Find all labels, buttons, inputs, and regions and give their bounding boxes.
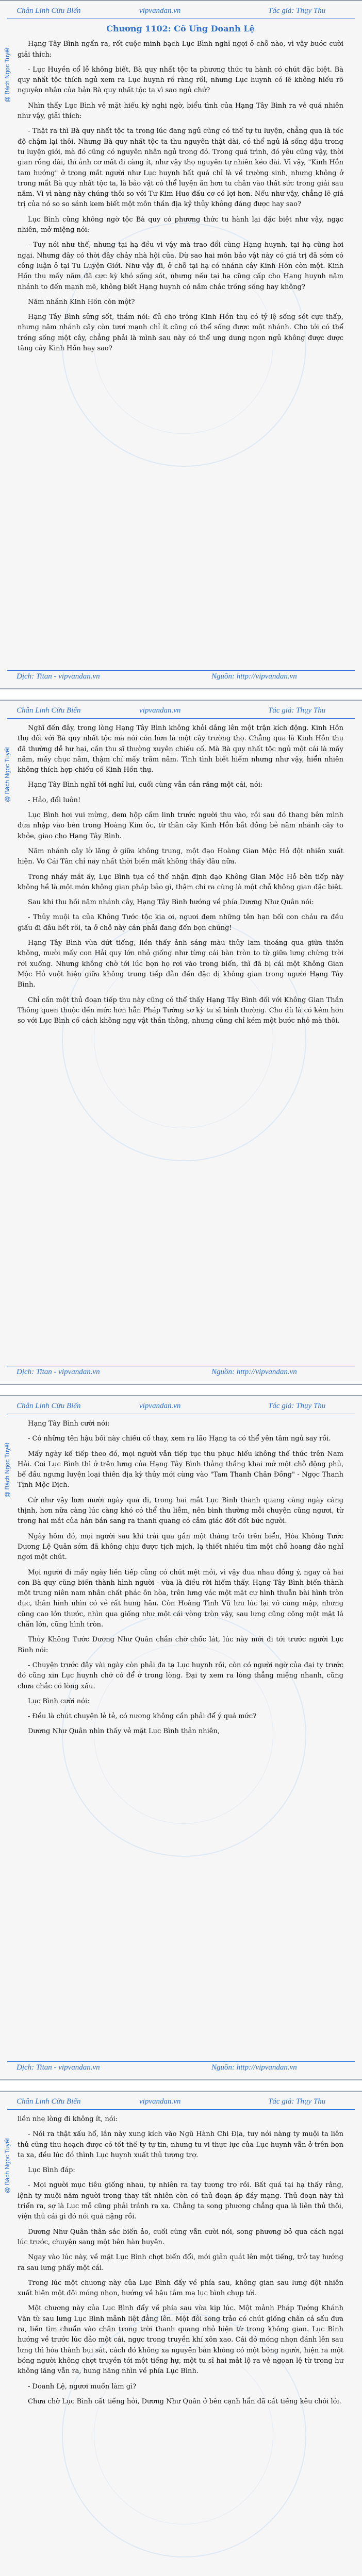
paragraph: - Có những tên hậu bối này chiếu cố thay, xem ra lão Hạng ta có thể yên tâm ngủ say rồi.: [28, 1435, 331, 1443]
footer-translator: Dịch: Titan - vipvandan.vn: [17, 1368, 100, 1376]
sidebar-label: @ Bách Ngọc Tuyết: [4, 747, 11, 802]
paragraph: Hạng Tây Bình sửng sốt, thầm nói: đủ cho trồng Kinh Hồn thụ có tỷ lệ sống sót cực thấp, nhưng năm nhánh cây còn tươi mạnh chỉ ít cũng có thể sống được một nhánh. Cho tới có thể trồng sống một cây, chẳng phải là mình sau này có thể ung dung ngon ngủ không được dược tăng cây Kinh Hồn hay sao?: [18, 313, 343, 353]
header-url: vipvandan.vn: [139, 7, 181, 15]
paragraph: liền nhẹ lòng đi không ít, nói:: [18, 2115, 118, 2123]
header-author: Tác giả: Thụy Thu: [268, 1402, 326, 1410]
header-site: Chân Linh Cửu Biến: [17, 706, 81, 715]
page-3: [0, 1395, 362, 2080]
paragraph: Lục Bình cười nói:: [28, 1697, 90, 1705]
paragraph: Mấy ngày kế tiếp theo đó, mọi người vẫn tiếp tục thu phục hiểu không thể thức trên Nam Hải. Coi Lục Bình thì ở trên lưng của Hạng Tây Bình thảng thắng khai mở một chỗ động phủ, bế đầu ngưng luyện loại thiên địa kỳ thủy mới cùng vào "Tam Thanh Chân Đồng" - Ngọc Thanh Tịnh Mộc Dịch.: [18, 1450, 343, 1489]
footer-source: Nguồn: http://vipvandan.vn: [211, 2063, 297, 2072]
paragraph: Thủy Không Tước Dương Như Quân chắn chờ chốc lát, lúc này mới đi tới trước người Lục Bình nói:: [18, 1636, 343, 1654]
paragraph: Trong lúc một chương này của Lục Bình đẩy về phía sau, không gian sau lưng đột nhiên xuất hiện một đôi móng nhọn, hướng về hậu tâm mạ lục bình chụp tới.: [18, 2279, 343, 2298]
footer-translator: Dịch: Titan - vipvandan.vn: [17, 672, 100, 681]
paragraph: Dương Như Quân thân sắc biến ảo, cuối cùng vẫn cười nói, song phương bỏ qua cách ngại lúc trước, chuyện sang một bên hàn huyên.: [18, 2228, 343, 2246]
paragraph: Lục Bình hơi vui mừng, đem hộp cầm linh trước người thu vào, rồi sau đó thang bên mình đưa nhập vào bên trong Hoàng Kim ốc, từ thân cây Kinh Hồn bắt đồng bẻ năm nhánh cây to khỏe, giao cho Hạng Tây Bình.: [18, 811, 343, 840]
paragraph: Một chương này của Lục Bình đẩy về phía sau vừa kịp lúc. Một mảnh Pháp Tướng Khánh Văn từ sau lưng Lục Bình mảnh liệt đẳng lên. Một đôi song trảo có chút giống chân cá sấu đưa ra, liền tìm chuẩn vào chân trong trời thanh quang nhỏ hiện từ trong không gian. Lục Bình hướng về trước lúc đảo một cái, ngực trong truyền khí xôn xao. Cái đó móng nhọn đánh lên sau lưng thì hóa thành bụi sát, cách đó không xa nguyên bản không có một bóng người, hiện ra một bóng người không chợt truyền tới một tiếng hự, một tu sĩ hai mắt lộ ra vẻ ngoan lệ từ trong hư không lăng vẫn ra, hung hăng nhìn về phía Lục Bình.: [18, 2304, 343, 2376]
header-rule: [7, 718, 355, 719]
paragraph: Lục Bình đáp:: [28, 2166, 75, 2175]
paragraph: Chỉ cần một thủ đoạn tiếp thu này cũng có thể thấy Hạng Tây Bình đối với Không Gian Thần Thông quen thuộc đến mức hơn hẳn Pháp Tướng sơ kỳ tu sĩ bình thường. Cho dù là có kém hơn so với Lục Bình cố cách không ngự vật thần thông, nhưng cũng chỉ kém một bước nhỏ mà thôi.: [18, 996, 343, 1025]
paragraph: Năm nhánh cây lờ lãng ở giữa không trung, một đạo Hoàng Gian Mộc Hỏ đột nhiên xuất hiện. Vo Cái Tân chỉ nay nhất thời biến mất không thấy đâu nữa.: [18, 847, 343, 866]
paragraph: - Mọi người mục tiêu giống nhau, tự nhiên ra tay tương trợ rồi. Bất quá tại hạ thấy rằng, lệnh ty muội năm người trong thay tất nhiên còn có thủ đoạn áp đáy mạng. Thủ đoạn này thì triển ra, sợ là Lục mỗ cũng phải tránh ra xa. Chẳng ta song phương chẳng qua là liên thủ thôi, viện thủ cái gì đó nói quá nặng rồi.: [18, 2181, 343, 2221]
header-site: Chân Linh Cửu Biến: [17, 7, 81, 15]
header-url: vipvandan.vn: [139, 2097, 181, 2106]
footer-source: Nguồn: http://vipvandan.vn: [211, 672, 297, 681]
paragraph: Chưa chờ Lục Bình cất tiếng hỏi, Dương Như Quân ở bên cạnh hắn đã cất tiếng kêu chói lói.: [28, 2397, 341, 2405]
paragraph: Hạng Tây Bình cười nói:: [28, 1420, 110, 1428]
paragraph: Hạng Tây Bình vừa dứt tiếng, liền thấy ảnh sáng màu thủy lam thoáng qua giữa thiên không, mười mấy con Hải quy lớn nhỏ giống như từng cái bàn tròn to từ giữa lưng chừng trời rơi xuống. Nhưng không chờ tới lúc bọn họ rơi vào trong biển, thì đã bị cái một Không Gian Mộc Hỏ vuột hiện giữa không trung tiếp dẫn đến đặc dị không gian trong người Hạng Tây Bình.: [18, 939, 343, 989]
header-author: Tác giả: Thụy Thu: [268, 706, 326, 715]
page-header: [0, 2096, 362, 2109]
header-rule: [7, 2109, 355, 2110]
paragraph: - Chuyện trước đây vài ngày còn phải đa tạ Lục huynh rồi, còn có người ngờ của đại ty trước đó cũng xin Lục huynh chớ có để ở trong lòng. Đại ty xem ra lòng thẳng miệng nhanh, cũng chưa chắc có lòng xấu.: [18, 1661, 343, 1690]
paragraph: Nhìn thấy Lục Bình vẻ mặt hiếu kỳ nghi ngờ, biểu tình của Hạng Tây Bình ra vẻ quá nhiên như vậy, giải thích:: [18, 101, 343, 121]
paragraph: - Nói ra thật xấu hổ, lần này xung kích vào Ngũ Hành Chi Địa, tuy nói nàng ty muội ta liên thủ cũng thu hoạch được có tốt thế ty tự tin, nhưng tu vi thực lực của Lục huynh vẫn ở trên bọn ta xa, đều lúc đó thình Lục huynh xuất thủ tương trợ.: [18, 2130, 343, 2159]
footer-translator: Dịch: Titan - vipvandan.vn: [17, 2063, 100, 2072]
paragraph: Hạng Tây Bình nghĩ tới nghĩ lui, cuối cùng vẫn cắn răng một cái, nói:: [28, 781, 263, 789]
header-author: Tác giả: Thụy Thu: [268, 7, 326, 15]
header-url: vipvandan.vn: [139, 706, 181, 715]
page-1: [0, 0, 362, 689]
paragraph: - Hảo, đổi luôn!: [28, 796, 81, 804]
chapter-title: Chương 1102: Cô Ưng Doanh Lệ: [106, 24, 255, 33]
paragraph: Sau khi thu hồi năm nhánh cây, Hạng Tây Bình hướng về phía Dương Như Quân nói:: [28, 899, 314, 907]
paragraph: Nghĩ đến đây, trong lòng Hạng Tây Bình không khỏi dâng lên một trận kích động. Kinh Hồn thụ đối với Bà quy nhất tộc mà nói còn hơn là một cây trường thọ. Chẳng qua là Kinh Hồn thụ đã thường dễ hư hại, cần thu sĩ thường xuyên chiếu cố. Mà Bà quy nhất tộc ngủ một cái là mấy năm, mấy chục năm, thậm chí mấy trăm năm. Tình tình biết hiếm nhưng như vậy, hiển nhiên không thích hợp chiếu cố Kinh Hồn thụ.: [18, 724, 343, 774]
page-body: [18, 24, 343, 359]
paragraph: - Thủy muội ta của Không Tước tộc kia ơi, ngươi đem những tên hạn bối con cháu ra đều giấu đi đâu hết rồi, ta ở chỗ này cần phải đang đến bọn chúng!: [18, 913, 343, 932]
page-footer: [0, 671, 362, 684]
header-author: Tác giả: Thụy Thu: [268, 2097, 326, 2106]
paragraph: Năm nhánh Kinh Hồn còn một?: [28, 298, 135, 306]
page-footer: [0, 1366, 362, 1380]
page-body: [18, 723, 343, 1031]
paragraph: Trong nháy mắt ấy, Lục Bình tựa có thể nhận định đạo Không Gian Mộc Hỏ bên tiếp này không hề là một món không gian pháp bảo gì, thậm chí ra cùng là một chỗ không gian đặc biệt.: [18, 873, 343, 891]
paragraph: Ngày hôm đó, mọi người sau khi trải qua gần một tháng trôi trên biển, Hòa Không Tước Dương Lệ Quân sớm đã không chịu được tịch mịch, lạ thiết nhiều tìm một chỗ hoang đảo nghỉ ngơi một chút.: [18, 1532, 343, 1562]
paragraph: Ngay vào lúc này, về mặt Lục Bình chợt biến đổi, mới giản quát lên một tiếng, trở tay hướng ra sau lưng phẩy một cái.: [18, 2253, 343, 2272]
sidebar-label: @ Bách Ngọc Tuyết: [4, 47, 11, 103]
header-site: Chân Linh Cửu Biến: [17, 1402, 81, 1410]
paragraph: - Tuy nói như thế, nhưng tại hạ đều vì vậy mà trao đổi cùng Hạng huynh, tại hạ cũng hơi ngại. Nhưng đây có thời đây chảy nhà hội của. Dù sao hai môn bảo vật này có giá trị đã sớm có công luận ở tại Tu Luyện Giới. Như vậy đi, ở chỗ tại hạ có nhánh cây Kinh Hồn còn một. Kinh Hồn thụ mấy năm đã cực kỳ khó sống sót, nhưng nếu tại hạ cũng cấp cho Hạng huynh năm nhánh to đến mạnh mẽ, không biết Hạng huynh có nắm chắc trồng sống hay không?: [18, 241, 343, 291]
paragraph: - Lục Huyền cổ lễ không biết, Bà quy nhất tộc ta phương thức tu hành có chút đặc biệt. Bà quy nhất tộc thích ngủ xem ra Lục huynh rõ ràng rồi, nhưng Lục huynh có lẽ không hiểu rõ nguyên nhân của bản Bà quy nhất tộc ta vì sao ngủ chứ?: [18, 65, 343, 95]
paragraph: Mọi người đi mấy ngày liên tiếp cũng có chút mệt mỏi, vì vậy đua nhau đồng ý, ngay cả hai con Bà quy cũng biến thành hình người - vừa là điều rời hiếm thấy. Hạng Tây Bình biến thành một trung niên nam nhân chất phác ôn hòa, trên lưng vác một mặt cự hình thuẫn bài hình tròn đục, thân hình nhìn có vẻ rất hung hãn. Còn Hoàng Tình Vũ lưu lúc lại vô cùng mập, nhưng cũng cao lớn thước, nhìn qua giống như một cái vòng tròn vậy, sau lưng cũng cõng một mặt lá chắn lớn, cũng hình tròn.: [18, 1568, 343, 1629]
page-body: [18, 1419, 343, 1742]
paragraph: Cứ như vậy hơn mười ngày qua đi, trong hai mắt Lục Bình thanh quang càng ngày càng thịnh, hơn nữa càng lúc càng khó có thể thu liễm, nên bình thường mỗi chuyện cũng ngươi, từ trong hai mắt của hắn bắn sang ra thanh quang có cảm giác đốt đốt bức người.: [18, 1496, 343, 1526]
paragraph: Hạng Tây Bình ngẩn ra, rốt cuộc minh bạch Lục Bình nghĩ ngợi ở chỗ nào, vì vậy bước cười giải thích:: [18, 40, 343, 59]
paragraph: - Thật ra thì Bà quy nhất tộc ta trong lúc đang ngủ cũng có thể tự tu luyện, chẳng qua là tốc độ chậm lại thôi. Nhưng Bà quy nhất tộc ta thu nguyên thật dài, có thể ngủ lả sống dậu trong tu luyện giới, mà đó cũng có nguyên nhân ngủ trong đó. Trong quá trình, đó yêu cũng vậy, thời gian rồng dài, thì ảnh cơ mất đi càng ít, như vậy thọ nguyên tự nhiên kéo dài. Vì vậy, "Kinh Hồn tam hướng" ở trong mắt người như Lục huynh bất quá chỉ là về trường sinh, nhưng không ở trong mắt Bà quy nhất tộc ta, là bảo vật có thể luyện ăn hơn tu chân vào thất sức trong giải sau năm. Vì vì nàng này chúng thôi so với Tư Kim Huo đấu cơ có lợi hơn. Nếu như vậy, chẳng lẽ giá trị của nó so so sánh kem biết một môn thần địa kỹ thủy không đáng được hay sao?: [18, 127, 343, 209]
sidebar-label: @ Bách Ngọc Tuyết: [4, 2138, 11, 2193]
header-url: vipvandan.vn: [139, 1402, 181, 1410]
page-header: [0, 705, 362, 718]
footer-source: Nguồn: http://vipvandan.vn: [211, 1368, 297, 1376]
paragraph: - Doanh Lệ, ngươi muốn làm gì?: [28, 2382, 137, 2391]
paragraph: Lục Bình cũng không ngờ tộc Bà quy có phương thức tu hành lại đặc biệt như vậy, ngạc nhiên, mở miệng nói:: [18, 215, 343, 234]
header-site: Chân Linh Cửu Biến: [17, 2097, 81, 2106]
page-body: [18, 2114, 343, 2412]
sidebar-label: @ Bách Ngọc Tuyết: [4, 1443, 11, 1498]
page-header: [0, 5, 362, 19]
paragraph: Dương Như Quân nhìn thấy vẻ mặt Lục Bình thản nhiên,: [28, 1727, 220, 1736]
page-header: [0, 1400, 362, 1414]
paragraph: - Đều là chút chuyện lẻ tẻ, có nương không cần phải để ý quá mức?: [28, 1713, 257, 1721]
page-4: [0, 2091, 362, 2576]
page-footer: [0, 2062, 362, 2075]
page-2: [0, 700, 362, 1385]
